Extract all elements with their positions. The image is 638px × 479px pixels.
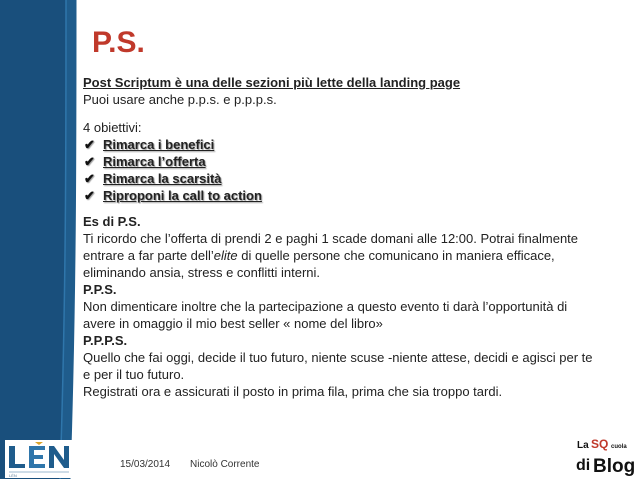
- ppps-heading: P.P.P.S.: [83, 333, 128, 348]
- check-icon: ✔: [84, 171, 95, 186]
- check-icon: ✔: [84, 137, 95, 152]
- example-paragraph: [83, 230, 603, 281]
- objective-label: Rimarca l’offerta: [103, 154, 206, 169]
- la-scuola-di-blog-logo: [575, 436, 635, 476]
- slide-title: P.S.: [92, 26, 145, 59]
- objective-item: [83, 187, 603, 204]
- example-text-part: Ti ricordo che l’offerta di prendi 2 e paghi 1 scade domani alle 12:00. Potrai finalmente entrare a far parte dell’: [83, 231, 579, 263]
- len-logo-text: LÉN: [9, 473, 17, 478]
- ppps-paragraph: Quello che fai oggi, decide il tuo futuro, niente scuse -niente attese, decidi e agisci per te e per il tuo futuro.: [83, 350, 593, 382]
- objectives-list: [83, 136, 603, 204]
- check-icon: ✔: [84, 154, 95, 169]
- objective-item: [83, 170, 603, 187]
- example-italic: elite: [213, 248, 238, 263]
- objective-label: Rimarca la scarsità: [103, 171, 222, 186]
- footer-author: Nicolò Corrente: [190, 459, 260, 470]
- ppps-paragraph: Registrati ora e assicurati il posto in prima fila, prima che sia troppo tardi.: [83, 384, 503, 399]
- logo-blog: Blog: [593, 456, 635, 476]
- check-icon: ✔: [84, 188, 95, 203]
- footer-date: 15/03/2014: [120, 459, 171, 470]
- logo-di: di: [576, 457, 591, 474]
- pps-paragraph: Non dimenticare inoltre che la partecipazione a questo evento ti darà l’opportunità di avere in omaggio il mio best seller « nome del libro»: [83, 299, 568, 331]
- objective-label: Rimarca i benefici: [103, 137, 215, 152]
- objective-label: Riproponi la call to action: [103, 188, 262, 203]
- objective-item: [83, 153, 603, 170]
- example-text-part: di quelle persone che comunicano in maniera efficace, eliminando ansia, stress e conflitti interni.: [83, 248, 555, 280]
- len-logo: [5, 440, 97, 478]
- logo-la: La: [577, 440, 589, 451]
- objectives-label: 4 obiettivi:: [83, 120, 142, 135]
- lead-text: Post Scriptum è una delle sezioni più lette della landing page: [83, 75, 461, 90]
- logo-cuola: cuola: [611, 444, 627, 450]
- pps-heading: P.P.S.: [83, 282, 117, 297]
- example-heading: Es di P.S.: [83, 214, 141, 229]
- logo-sq: SQ: [591, 437, 609, 451]
- intro-text: Puoi usare anche p.p.s. e p.p.p.s.: [83, 92, 277, 107]
- slide-body: [83, 74, 603, 400]
- objective-item: [83, 136, 603, 153]
